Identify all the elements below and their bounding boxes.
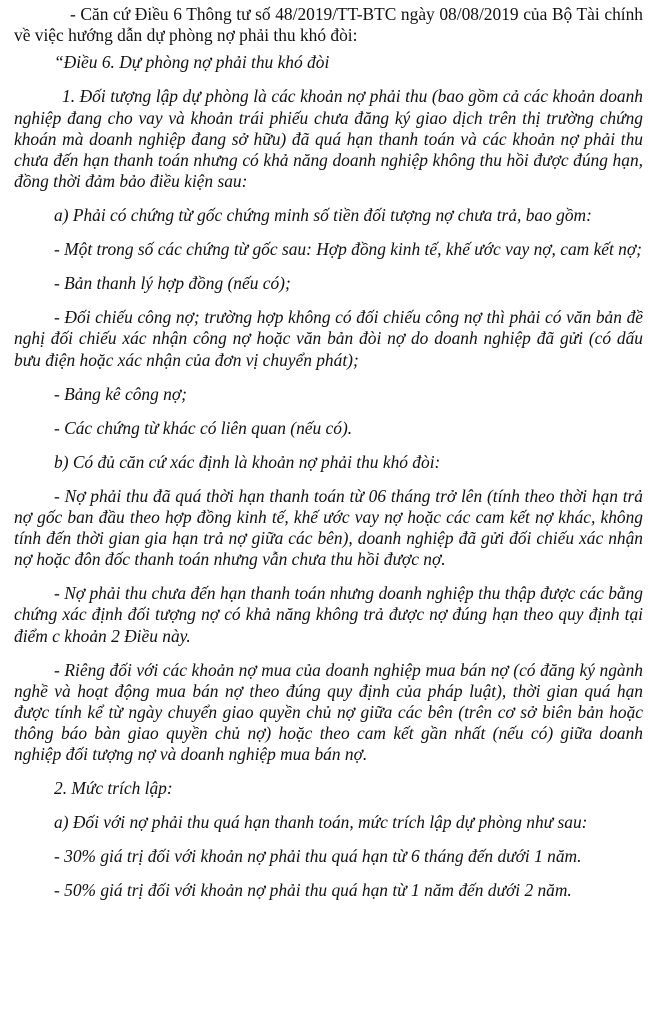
paragraph-2a: a) Đối với nợ phải thu quá hạn thanh toán, mức trích lập dự phòng như sau: (54, 812, 588, 833)
paragraph-1b: b) Có đủ căn cứ xác định là khoản nợ phải thu khó đòi: (54, 451, 441, 472)
list-item: - Riêng đối với các khoản nợ mua của doanh nghiệp mua bán nợ (có đăng ký ngành nghề và hoạt động mua bán nợ theo đúng quy định của pháp luật), thời gian quá hạn được tính kể từ ngày chuyển giao quyền chủ nợ giữa các bên (trên cơ sở biên bản hoặc thông báo bàn giao quyền chủ nợ) hoặc theo cam kết gần nhất (nếu có) giữa doanh nghiệp đối tượng nợ và doanh nghiệp mua bán nợ. (14, 659, 643, 765)
list-item: - Đối chiếu công nợ; trường hợp không có đối chiếu công nợ thì phải có văn bản đề nghị đối chiếu xác nhận công nợ hoặc văn bản đòi nợ do doanh nghiệp đã gửi (có dấu bưu điện hoặc xác nhận của đơn vị chuyển phát); (14, 307, 643, 370)
list-item: - 50% giá trị đối với khoản nợ phải thu quá hạn từ 1 năm đến dưới 2 năm. (54, 880, 572, 901)
list-item: - Nợ phải thu chưa đến hạn thanh toán nhưng doanh nghiệp thu thập được các bằng chứng xác định đối tượng nợ có khả năng không trả được nợ đúng hạn theo quy định tại điểm c khoản 2 Điều này. (14, 583, 643, 646)
list-item: - Bản thanh lý hợp đồng (nếu có); (54, 273, 291, 294)
list-item: - Nợ phải thu đã quá thời hạn thanh toán từ 06 tháng trở lên (tính theo thời hạn trả nợ gốc ban đầu theo hợp đồng kinh tế, khế ước vay nợ hoặc các cam kết nợ khác, không tính đến thời gian gia hạn trả nợ giữa các bên), doanh nghiệp đã gửi đối chiếu xác nhận nợ hoặc đôn đốc thanh toán nhưng vẫn chưa thu hồi được nợ. (14, 485, 643, 570)
paragraph-1: 1. Đối tượng lập dự phòng là các khoản nợ phải thu (bao gồm cả các khoản doanh nghiệp đang cho vay và khoản trái phiếu chưa đăng ký giao dịch trên thị trường chứng khoán mà doanh nghiệp đang sở hữu) đã quá hạn thanh toán và các khoản nợ phải thu chưa đến hạn thanh toán nhưng có khả năng doanh nghiệp không thu hồi được đúng hạn, đồng thời đảm bảo điều kiện sau: (14, 86, 643, 192)
paragraph-1a: a) Phải có chứng từ gốc chứng minh số tiền đối tượng nợ chưa trả, bao gồm: (54, 205, 592, 226)
list-item: - Một trong số các chứng từ gốc sau: Hợp đồng kinh tế, khế ước vay nợ, cam kết nợ; (54, 239, 642, 260)
list-item: - 30% giá trị đối với khoản nợ phải thu quá hạn từ 6 tháng đến dưới 1 năm. (54, 846, 582, 867)
list-item: - Các chứng từ khác có liên quan (nếu có). (54, 417, 353, 438)
intro-paragraph: - Căn cứ Điều 6 Thông tư số 48/2019/TT-BTC ngày 08/08/2019 của Bộ Tài chính về việc hướng dẫn dự phòng nợ phải thu khó đòi: (14, 4, 643, 46)
article-heading: “Điều 6. Dự phòng nợ phải thu khó đòi (54, 52, 330, 73)
paragraph-2: 2. Mức trích lập: (54, 778, 173, 799)
list-item: - Bảng kê công nợ; (54, 383, 187, 404)
